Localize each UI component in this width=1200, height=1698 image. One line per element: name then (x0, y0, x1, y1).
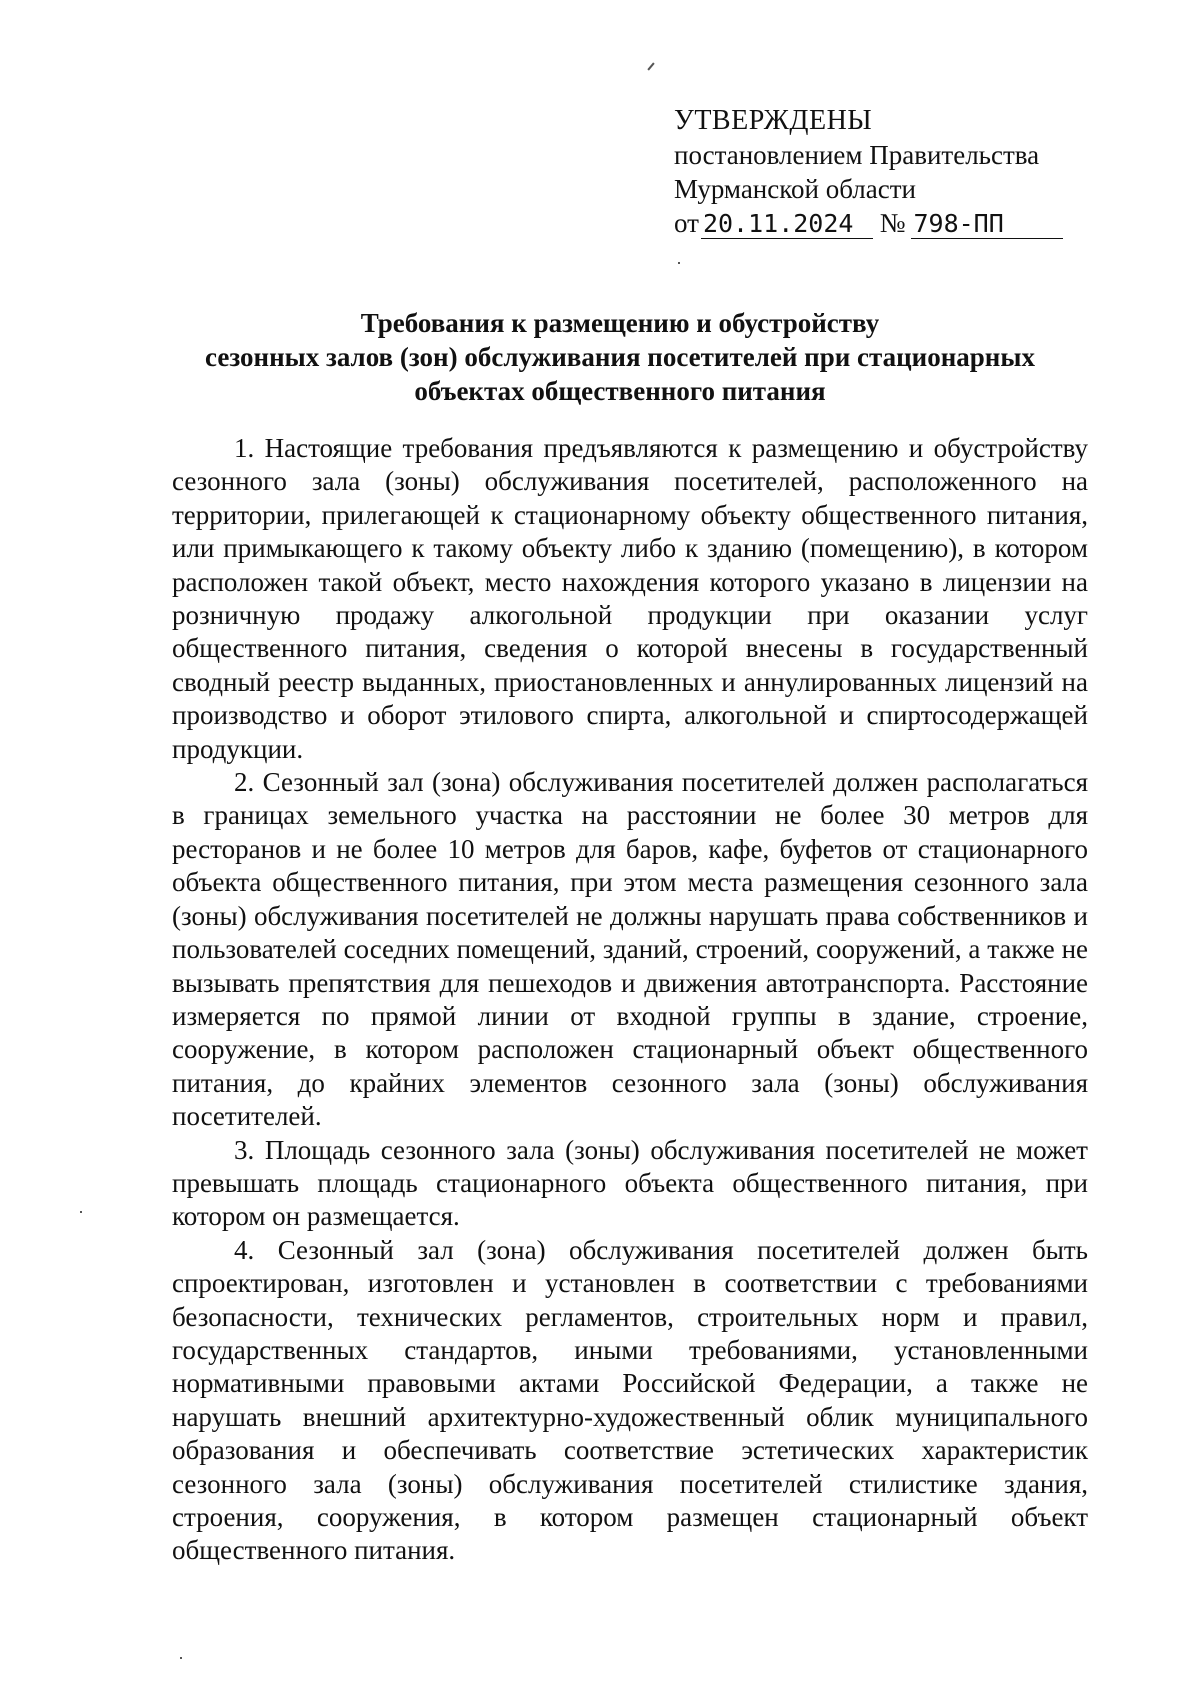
title-line: сезонных залов (зон) обслуживания посетителей при стационарных (205, 342, 1035, 372)
title-line: Требования к размещению и обустройству (360, 308, 880, 338)
paragraph-1: 1. Настоящие требования предъявляются к размещению и обустройству сезонного зала (зоны) обслуживания посетителей, расположенного на территории, прилегающей к стационарному объекту общественного питания, или примыкающего к такому объекту либо к зданию (помещению), в котором расположен такой объект, место нахождения которого указано в лицензии на розничную продажу алкогольной продукции при оказании услуг общественного питания, сведения о которой внесены в государственный сводный реестр выданных, приостановленных и аннулированных лицензий на производство и оборот этилового спирта, алкогольной и спиртосодержащей продукции. (172, 433, 1088, 764)
approval-heading: УТВЕРЖДЕНЫ (674, 105, 873, 136)
date-prefix: от (674, 208, 699, 238)
scan-mark (647, 62, 654, 70)
approval-block (674, 104, 1094, 240)
scan-mark (678, 262, 680, 264)
scan-mark (80, 1211, 82, 1213)
document-body (172, 432, 1088, 1568)
paragraph-4: 4. Сезонный зал (зона) обслуживания посетителей должен быть спроектирован, изготовлен и установлен в соответствии с требованиями безопасности, технических регламентов, строительных норм и правил, государственных стандартов, иными требованиями, установленными нормативными правовыми актами Российской Федерации, а также не нарушать внешний архитектурно-художественный облик муниципального образования и обеспечивать соответствие эстетических характеристик сезонного зала (зоны) обслуживания посетителей стилистике здания, строения, сооружения, в котором размещен стационарный объект общественного питания. (172, 1234, 1088, 1566)
approval-line: постановлением Правительства (674, 140, 1040, 170)
title-line: объектах общественного питания (414, 376, 826, 406)
approval-date-line (674, 206, 1094, 240)
paragraph-2: 2. Сезонный зал (зона) обслуживания посетителей должен располагаться в границах земельного участка на расстоянии не более 30 метров для ресторанов и не более 10 метров для баров, кафе, буфетов от стационарного объекта общественного питания, при этом места размещения сезонного зала (зоны) обслуживания посетителей не должны нарушать права собственников и пользователей соседних помещений, зданий, строений, сооружений, а также не вызывать препятствия для пешеходов и движения автотранспорта. Расстояние измеряется по прямой линии от входной группы в здание, строение, сооружение, в котором расположен стационарный объект общественного питания, до крайних элементов сезонного зала (зоны) обслуживания посетителей. (172, 767, 1088, 1132)
approval-line: Мурманской области (674, 174, 916, 204)
scan-mark (180, 1657, 182, 1659)
document-title (175, 306, 1065, 408)
approval-date: 20.11.2024 (701, 210, 873, 239)
number-prefix: № (879, 208, 906, 238)
approval-number: 798-ПП (911, 210, 1063, 239)
paragraph-3: 3. Площадь сезонного зала (зоны) обслуживания посетителей не может превышать площадь стационарного объекта общественного питания, при котором он размещается. (172, 1134, 1088, 1232)
